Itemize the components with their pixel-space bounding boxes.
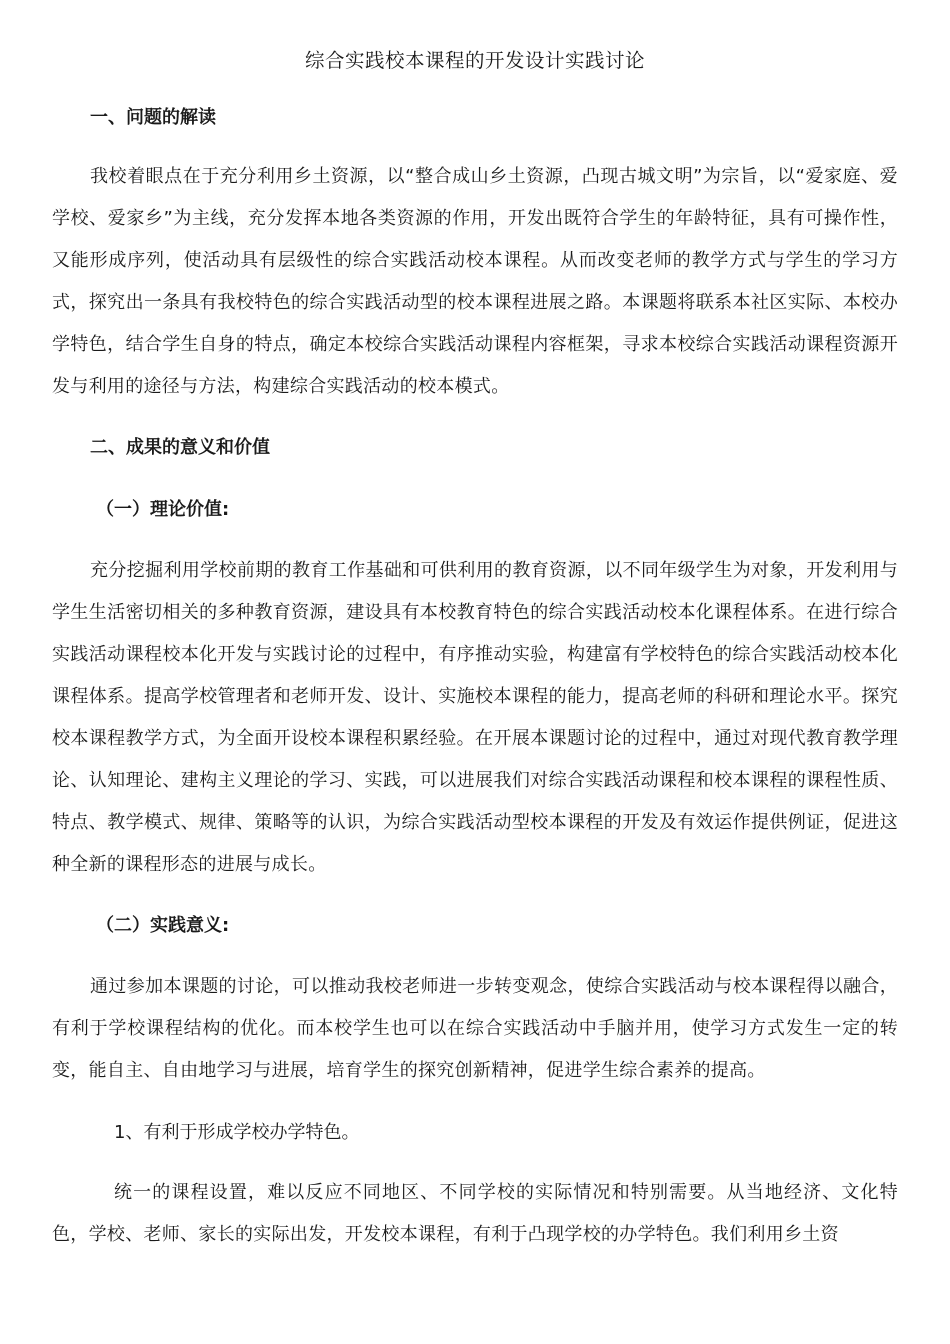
subheading-theory-value: （一）理论价值: <box>96 499 230 520</box>
section-heading-significance: 二、成果的意义和价值 <box>90 437 270 458</box>
subheading-practice-meaning: （二）实践意义: <box>96 915 230 936</box>
paragraph-problem: 我校着眼点在于充分利用乡土资源，以“整合成山乡土资源，凸现古城文明”为宗旨，以“爱家庭、爱学校、爱家乡”为主线，充分发挥本地各类资源的作用，开发出既符合学生的年龄特征，具有可操作性，又能形成序列，使活动具有层级性的综合实践活动校本课程。从而改变老师的教学方式与学生的学习方式，探究出一条具有我校特色的综合实践活动型的校本课程进展之路。本课题将联系本社区实际、本校办学特色，结合学生自身的特点，确定本校综合实践活动课程内容框架，寻求本校综合实践活动课程资源开发与利用的途径与方法，构建综合实践活动的校本模式。 <box>52 166 898 397</box>
paragraph-school-feature: 统一的课程设置，难以反应不同地区、不同学校的实际情况和特别需要。从当地经济、文化特色，学校、老师、家长的实际出发，开发校本课程，有利于凸现学校的办学特色。我们利用乡土资 <box>52 1182 898 1245</box>
list-item-school-feature: 1、有利于形成学校办学特色。 <box>114 1122 360 1143</box>
paragraph-theory-value: 充分挖掘利用学校前期的教育工作基础和可供利用的教育资源，以不同年级学生为对象，开发利用与学生生活密切相关的多种教育资源，建设具有本校教育特色的综合实践活动校本化课程体系。在进行综合实践活动课程校本化开发与实践讨论的过程中，有序推动实验，构建富有学校特色的综合实践活动校本化课程体系。提高学校管理者和老师开发、设计、实施校本课程的能力，提高老师的科研和理论水平。探究校本课程教学方式，为全面开设校本课程积累经验。在开展本课题讨论的过程中，通过对现代教育教学理论、认知理论、建构主义理论的学习、实践，可以进展我们对综合实践活动课程和校本课程的课程性质、特点、教学模式、规律、策略等的认识，为综合实践活动型校本课程的开发及有效运作提供例证，促进这种全新的课程形态的进展与成长。 <box>52 560 898 875</box>
document-title: 综合实践校本课程的开发设计实践讨论 <box>304 49 645 72</box>
paragraph-practice-meaning: 通过参加本课题的讨论，可以推动我校老师进一步转变观念，使综合实践活动与校本课程得以融合，有利于学校课程结构的优化。而本校学生也可以在综合实践活动中手脑并用，使学习方式发生一定的转变，能自主、自由地学习与进展，培育学生的探究创新精神，促进学生综合素养的提高。 <box>52 976 898 1081</box>
section-heading-problem: 一、问题的解读 <box>90 107 216 128</box>
